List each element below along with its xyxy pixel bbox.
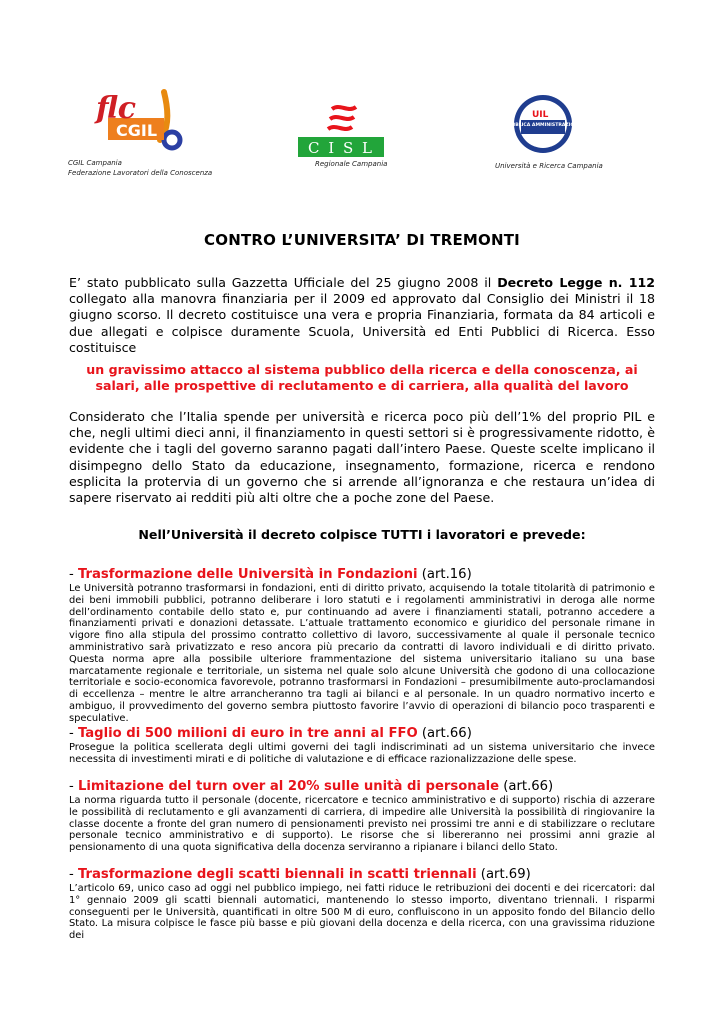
section-dash: - [69, 779, 78, 794]
uil-logo-subtext: PUBBLICA AMMINISTRAZIONE [504, 123, 582, 128]
intro-text-after: collegato alla manovra finanziaria per il 2009 ed approvato dal Consiglio dei Ministri il 18 giugno scorso. Il decreto costituisce una vera e propria Finanziaria, formata da 84 articoli e due allegati e colpisce duramente Scuola, Università ed Enti Pubblici di Ricerca. Esso costituisce [69, 291, 655, 355]
uil-pa-logo [504, 93, 582, 155]
section-title: Limitazione del turn over al 20% sulle unità di personale [77, 779, 500, 794]
page-title: CONTRO L’UNIVERSITA’ DI TREMONTI [204, 231, 520, 249]
section-title: Trasformazione delle Università in Fondazioni [77, 567, 418, 582]
section-dash: - [69, 726, 78, 741]
cisl-caption: Regionale Campania [315, 160, 388, 168]
section-article: (art.66) [499, 779, 554, 794]
section-article: (art.69) [476, 867, 531, 882]
section-heading [69, 779, 655, 795]
section-article: (art.16) [417, 567, 472, 582]
section-body: La norma riguarda tutto il personale (docente, ricercatore e tecnico amministrativo e di supporto) rischia di azzerare le possibilità di reclutamento e gli avanzamenti di carriera, di impedire alle Università la possibilità di ringiovanire la classe docente a fronte del gran numero di pensionamenti previsto nei prossimi tre anni e di stabilizzare o reclutare personale tecnico amministrativo e di supporto). Le risorse che si libereranno nei prossimi anni grazie al pensionamento di una quota significativa della docenza serviranno a ripianare i bilanci dello Stato. [69, 795, 655, 854]
flc-cgil-logo [94, 88, 186, 154]
intro-paragraph [69, 275, 655, 356]
section-heading [69, 867, 655, 883]
section-body: Le Università potranno trasformarsi in fondazioni, enti di diritto privato, acquisendo la totale titolarità di patrimonio e dei beni immobili pubblici, potranno deliberare i loro statuti e i regolamenti amministrativi in deroga alle norme dell’ordinamento contabile dello stato e, pur continuando ad avere i finanziamenti statali, potranno accedere a finanziamenti privati e donazioni detassate. L’attuale trattamento economico e giuridico del personale rimane in vigore fino alla stipula del prossimo contratto collettivo di lavoro, successivamente al quale il personale tecnico amministrativo sarà privatizzato e reso ancora più precario da contratti di lavoro individuali e di diritto privato. Questa norma apre alla possibile ulteriore frammentazione del sistema universitario italiano su una base marcatamente regionale e territoriale, un sistema nel quale solo alcune Università che godono di una collocazione territoriale e socio-economica favorevole, potranno trasformarsi in Fondazioni – presumibilmente auto-proclamandosi di eccellenza – mentre le altre arrancheranno tra tagli ai bilanci e al personale. In un quadro normativo incerto e ambiguo, il provvedimento del governo sembra piuttosto favorire l’avvio di operazioni di bilancio poco trasparenti e speculative. [69, 583, 655, 724]
flc-caption [68, 158, 212, 178]
section-heading [69, 567, 655, 583]
red-lead-statement: un gravissimo attacco al sistema pubblico della ricerca e della conoscenza, ai salari, alle prospettive di reclutamento e di carriera, alla qualità del lavoro [86, 362, 638, 393]
section-heading [69, 726, 655, 742]
intro-text-before: E’ stato pubblicato sulla Gazzetta Ufficiale del 25 giugno 2008 il [69, 275, 498, 290]
context-paragraph: Considerato che l’Italia spende per università e ricerca poco più dell’1% del proprio PIL e che, negli ultimi dieci anni, il finanziamento in questi settori si è progressivamente ridotto, è evidente che i tagli del governo saranno pagati dall’intero Paese. Queste scelte implicano il disimpegno dello Stato da educazione, insegnamento, formazione, ricerca e rendono esplicita la protervia di un governo che si arrende all’ignoranza e che restaura un’idea di sapere riservato ai redditi più alti oltre che a poche zone del Paese. [69, 409, 655, 506]
section-body: Prosegue la politica scellerata degli ultimi governi dei tagli indiscriminati ad un sistema universitario che invece necessita di investimenti mirati e di politiche di valutazione e di efficace razionalizzazione delle spese. [69, 742, 655, 765]
flc-caption-line1: CGIL Campania [68, 159, 122, 167]
section-fondazioni [69, 567, 655, 725]
section-article: (art.66) [417, 726, 472, 741]
section-title: Trasformazione degli scatti biennali in scatti triennali [77, 867, 477, 882]
flc-caption-line2: Federazione Lavoratori della Conoscenza [68, 169, 213, 177]
uil-logo-text: UIL [532, 110, 549, 120]
uil-caption: Università e Ricerca Campania [495, 162, 603, 170]
section-turn-over [69, 779, 655, 854]
flc-logo-text: flc [96, 91, 137, 126]
decree-name: Decreto Legge n. 112 [497, 275, 655, 290]
section-dash: - [69, 867, 78, 882]
section-subheading: Nell’Università il decreto colpisce TUTTI i lavoratori e prevede: [138, 527, 586, 542]
cisl-logo [296, 99, 386, 159]
cisl-logo-text: C I S L [308, 139, 374, 157]
section-title: Taglio di 500 milioni di euro in tre anni al FFO [77, 726, 418, 741]
cgil-logo-text: CGIL [116, 121, 158, 140]
section-body: L’articolo 69, unico caso ad oggi nel pubblico impiego, nei fatti riduce le retribuzioni dei docenti e dei ricercatori: dal 1° gennaio 2009 gli scatti biennali automatici, mantenendo lo stesso importo, diventano triennali. I risparmi conseguenti per le Università, quantificati in oltre 500 M di euro, confluiscono in un apposito fondo del Bilancio dello Stato. La misura colpisce le fasce più basse e più giovani della docenza e della ricerca, con una gravissima riduzione dei [69, 883, 655, 942]
section-taglio-ffo [69, 726, 655, 766]
section-dash: - [69, 567, 78, 582]
section-scatti [69, 867, 655, 942]
